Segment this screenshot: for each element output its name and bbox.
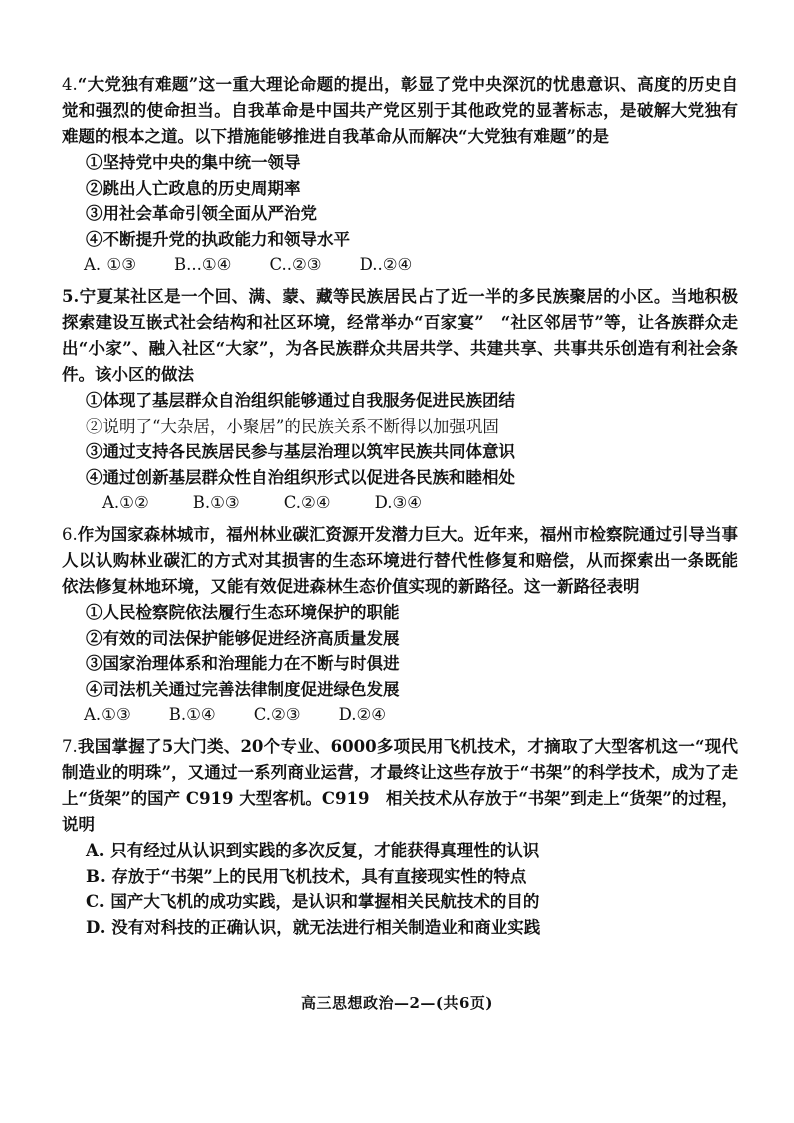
- question-number: 6.: [62, 525, 78, 544]
- question-stem: [62, 284, 738, 388]
- statement-2: ②说明了“大杂居，小聚居”的民族关系不断得以加强巩固: [86, 416, 499, 436]
- statement-3: ③国家治理体系和治理能力在不断与时俱进: [86, 654, 400, 673]
- question-4: [62, 72, 738, 277]
- question-stem: [62, 734, 738, 838]
- choice-d: D.②④: [338, 705, 387, 724]
- choice-a: A.①③: [84, 705, 131, 724]
- choice-a: A.①②: [102, 493, 149, 512]
- question-7: [62, 734, 738, 940]
- question-6: [62, 522, 738, 727]
- question-text: “大党独有难题”这一重大理论命题的提出，彰显了党中央深沉的忧患意识、高度的历史自觉和强烈的使命担当。自我革命是中国共产党区别于其他政党的显著标志，是破解大党独有难题的根本之道。以下措施能够推进自我革命从而解决“大党独有难题”的是: [62, 75, 738, 146]
- choice-b: B.①③: [192, 493, 240, 512]
- page-footer: 高三思想政治—2—(共6页): [300, 994, 494, 1012]
- answer-choices: [62, 252, 738, 277]
- statement-4: ④司法机关通过完善法律制度促进绿色发展: [86, 679, 400, 699]
- statement-1: ①体现了基层群众自治组织能够通过自我服务促进民族团结: [86, 391, 515, 410]
- exam-page: [62, 72, 738, 947]
- choice-c: C..②③: [269, 255, 322, 274]
- statement-3: ③通过支持各民族居民参与基层治理以筑牢民族共同体意识: [86, 442, 515, 461]
- choice-b: B...①④: [174, 255, 232, 274]
- statement-4: ④通过创新基层群众性自治组织形式以促进各民族和睦相处: [86, 467, 515, 487]
- statement-1: ①人民检察院依法履行生态环境保护的职能: [86, 603, 400, 622]
- question-text: 我国掌握了5大门类、20个专业、6000多项民用飞机技术，才摘取了大型客机这一“现代制造业的明珠”，又通过一系列商业运营，才最终让这些存放于“书架”的科学技术，成为了走上“货架”的国产 C919 大型客机。C919 相关技术从存放于“书架”到走上“货架”的过程，说明: [62, 737, 738, 834]
- question-stem: [62, 522, 738, 600]
- question-5: [62, 284, 738, 515]
- choice-d: D.③④: [374, 493, 423, 512]
- answer-choices: [62, 490, 738, 515]
- choice-a: A. ①③: [84, 255, 136, 274]
- statement-1: ①坚持党中央的集中统一领导: [86, 153, 301, 172]
- option-c: C. 国产大飞机的成功实践，是认识和掌握相关民航技术的目的: [86, 892, 540, 911]
- question-number: 4.: [62, 75, 78, 94]
- option-b: B. 存放于“书架”上的民用飞机技术，具有直接现实性的特点: [86, 866, 527, 886]
- choice-c: C.②④: [283, 493, 331, 512]
- question-text: 宁夏某社区是一个回、满、蒙、藏等民族居民占了近一半的多民族聚居的小区。当地积极探索建设互嵌式社会结构和社区环境，经常举办“百家宴” “社区邻居节”等，让各族群众走出“小家”、融入社区“大家”，为各民族群众共居共学、共建共享、共事共乐创造有利社会条件。该小区的做法: [62, 287, 738, 384]
- option-a: A. 只有经过从认识到实践的多次反复，才能获得真理性的认识: [86, 841, 540, 860]
- statement-4: ④不断提升党的执政能力和领导水平: [86, 229, 350, 249]
- question-text: 作为国家森林城市，福州林业碳汇资源开发潜力巨大。近年来，福州市检察院通过引导当事人以认购林业碳汇的方式对其损害的生态环境进行替代性修复和赔偿，从而探索出一条既能依法修复林地环境，又能有效促进森林生态价值实现的新路径。这一新路径表明: [62, 525, 738, 596]
- choice-d: D..②④: [359, 255, 413, 274]
- question-number: 7.: [62, 737, 78, 756]
- option-d: D. 没有对科技的正确认识，就无法进行相关制造业和商业实践: [86, 917, 541, 937]
- statement-3: ③用社会革命引领全面从严治党: [86, 204, 317, 223]
- question-stem: [62, 72, 738, 150]
- choice-c: C.②③: [253, 705, 301, 724]
- statement-2: ②有效的司法保护能够促进经济高质量发展: [86, 628, 400, 648]
- question-number: 5.: [62, 287, 80, 306]
- statement-2: ②跳出人亡政息的历史周期率: [86, 178, 301, 198]
- choice-b: B.①④: [168, 705, 216, 724]
- answer-choices: [62, 702, 738, 727]
